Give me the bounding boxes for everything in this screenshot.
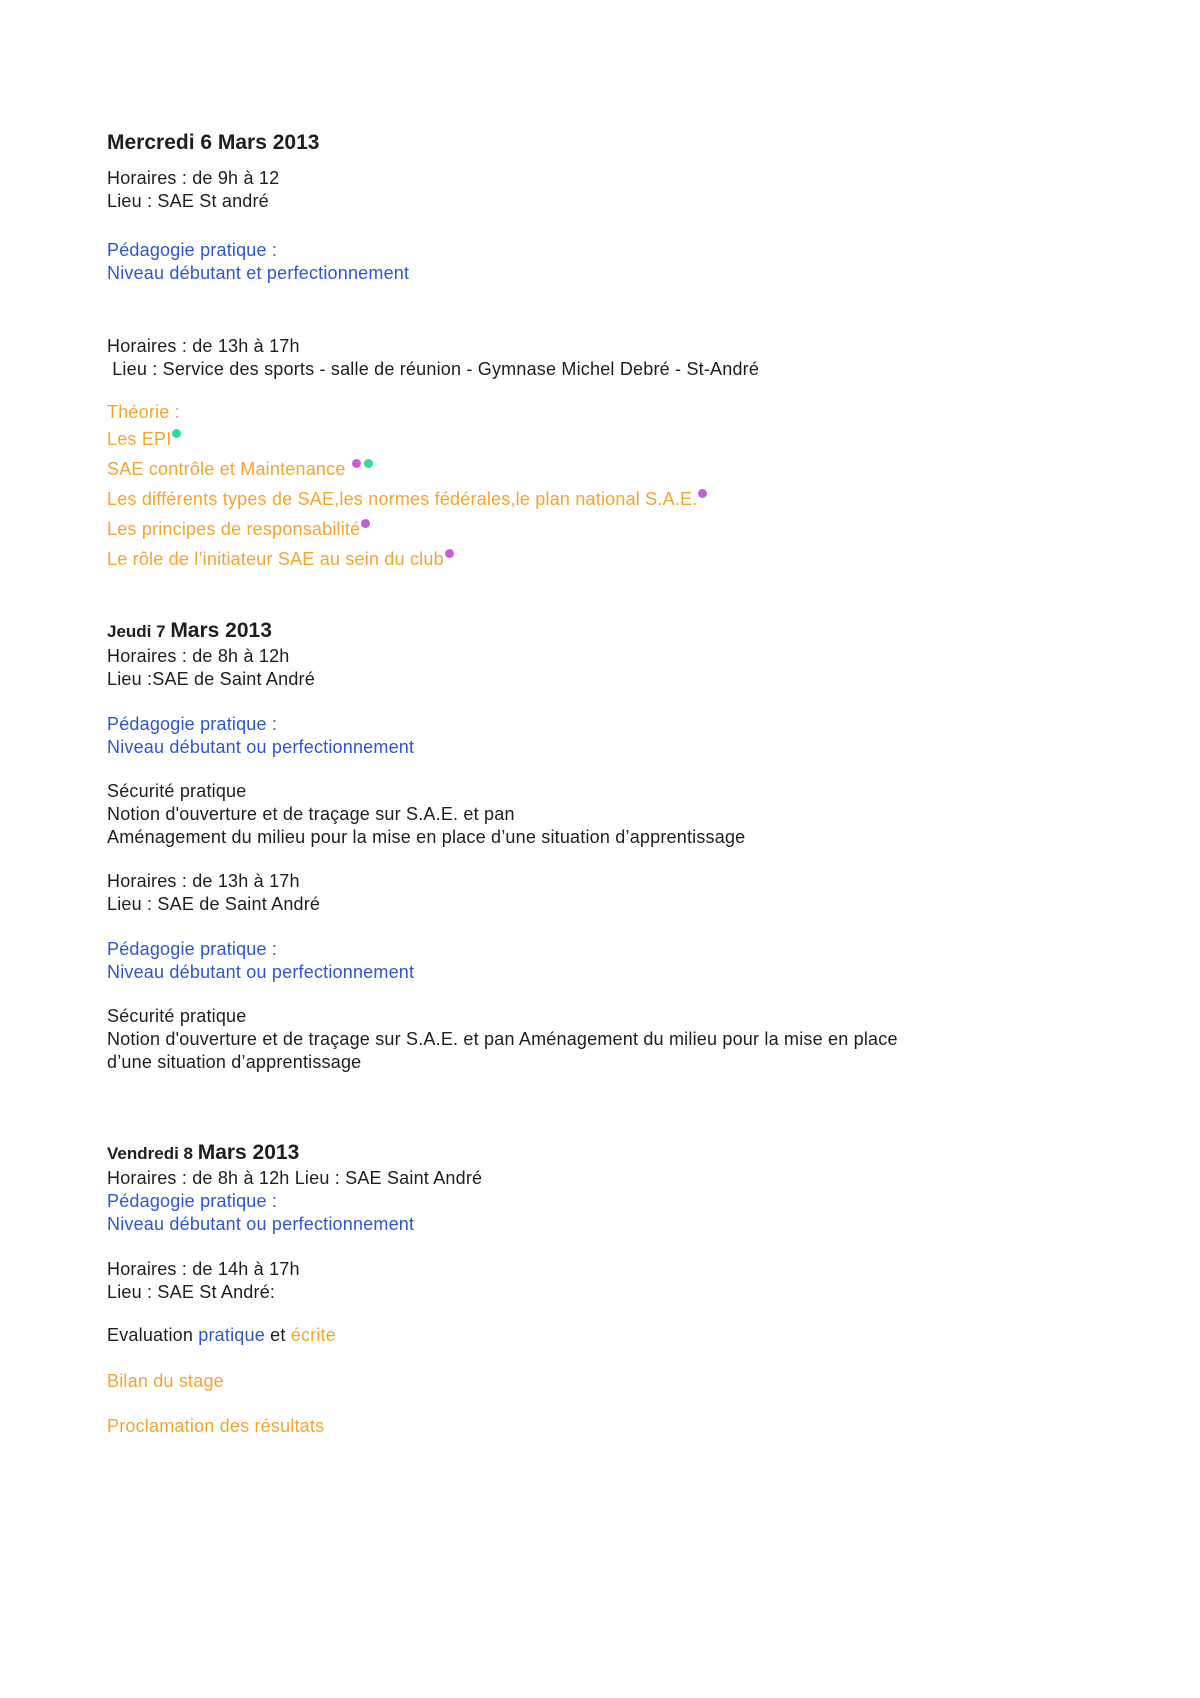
theorie-label: Théorie :: [107, 402, 180, 422]
evaluation-pratique: pratique: [198, 1325, 265, 1345]
theorie-item: [107, 454, 947, 484]
day2-heading: [107, 618, 947, 645]
lieu-line: Lieu : SAE de Saint André: [107, 894, 321, 914]
horaires-line: Horaires : de 14h à 17h: [107, 1259, 300, 1279]
niveau-line: Niveau débutant et perfectionnement: [107, 263, 410, 283]
day3-morning-pedagogie: [107, 1190, 947, 1236]
theorie-item-text: Les EPI: [107, 429, 172, 449]
bullet-dot: [172, 429, 181, 438]
niveau-line: Niveau débutant ou perfectionnement: [107, 1214, 415, 1234]
proclamation-line: Proclamation des résultats: [107, 1416, 325, 1436]
bilan-line: Bilan du stage: [107, 1371, 224, 1391]
day2-afternoon-pedagogie: [107, 938, 947, 984]
day1-heading: Mercredi 6 Mars 2013: [107, 131, 320, 154]
day2-morning-securite: [107, 780, 947, 849]
evaluation-et: et: [264, 1325, 291, 1345]
day2-heading-prefix: Jeudi 7: [107, 622, 171, 641]
lieu-line: Lieu : SAE St andré: [107, 191, 269, 211]
day1-afternoon-horaires-lieu: [107, 335, 947, 381]
bullet-dot: [445, 549, 454, 558]
evaluation-ecrite: écrite: [290, 1325, 336, 1345]
evaluation-word: Evaluation: [107, 1325, 199, 1345]
theorie-item-text: SAE contrôle et Maintenance: [107, 459, 351, 479]
theorie-item: [107, 424, 947, 454]
theorie-item-text: Le rôle de l’initiateur SAE au sein du club: [107, 549, 444, 569]
pedagogie-label: Pédagogie pratique :: [107, 939, 278, 959]
pedagogie-label: Pédagogie pratique :: [107, 714, 278, 734]
bullet-dot: [698, 489, 707, 498]
niveau-line: Niveau débutant ou perfectionnement: [107, 737, 415, 757]
day2-afternoon-horaires-lieu: [107, 870, 947, 916]
horaires-line: Horaires : de 9h à 12: [107, 168, 280, 188]
day1-morning-pedagogie: [107, 239, 947, 285]
day3-morning-horaires-lieu: Horaires : de 8h à 12h Lieu : SAE Saint André: [107, 1168, 483, 1188]
horaires-line: Horaires : de 13h à 17h: [107, 871, 300, 891]
amenagement-line: Aménagement du milieu pour la mise en place d’une situation d’apprentissage: [107, 827, 746, 847]
day2-heading-main: Mars 2013: [170, 619, 272, 642]
day2-morning-pedagogie: [107, 713, 947, 759]
day2-morning-horaires-lieu: [107, 645, 947, 691]
theorie-item-text: Les différents types de SAE,les normes fédérales,le plan national S.A.E.: [107, 489, 698, 509]
niveau-line: Niveau débutant ou perfectionnement: [107, 962, 415, 982]
lieu-line: Lieu : SAE St André:: [107, 1282, 276, 1302]
theorie-item: [107, 484, 947, 514]
pedagogie-label: Pédagogie pratique :: [107, 1191, 278, 1211]
notion-line: Notion d'ouverture et de traçage sur S.A.E. et pan Aménagement du milieu pour la mise en place d’une situation d’apprentissage: [107, 1029, 903, 1072]
bullet-dot: [364, 459, 373, 468]
theorie-item-text: Les principes de responsabilité: [107, 519, 361, 539]
day2-afternoon-securite: [107, 1005, 947, 1074]
day1-morning-horaires-lieu: [107, 167, 947, 213]
theorie-item: [107, 544, 947, 574]
bullet-dot: [352, 459, 361, 468]
day3-heading-main: Mars 2013: [197, 1141, 300, 1164]
day3-afternoon-horaires-lieu: [107, 1258, 947, 1304]
notion-line: Notion d'ouverture et de traçage sur S.A.E. et pan: [107, 804, 515, 824]
day3-heading-prefix: Vendredi 8: [107, 1144, 198, 1163]
lieu-line: Lieu :SAE de Saint André: [107, 669, 315, 689]
theorie-item: [107, 514, 947, 544]
day3-heading: [107, 1140, 947, 1167]
securite-line: Sécurité pratique: [107, 781, 247, 801]
bullet-dot: [361, 519, 370, 528]
securite-line: Sécurité pratique: [107, 1006, 247, 1026]
pedagogie-label: Pédagogie pratique :: [107, 240, 278, 260]
horaires-line: Horaires : de 8h à 12h: [107, 646, 290, 666]
horaires-line: Horaires : de 13h à 17h: [107, 336, 300, 356]
evaluation-line: [107, 1324, 947, 1347]
theorie-block: [107, 401, 1120, 574]
lieu-line: Lieu : Service des sports - salle de réunion - Gymnase Michel Debré - St-André: [107, 359, 760, 379]
